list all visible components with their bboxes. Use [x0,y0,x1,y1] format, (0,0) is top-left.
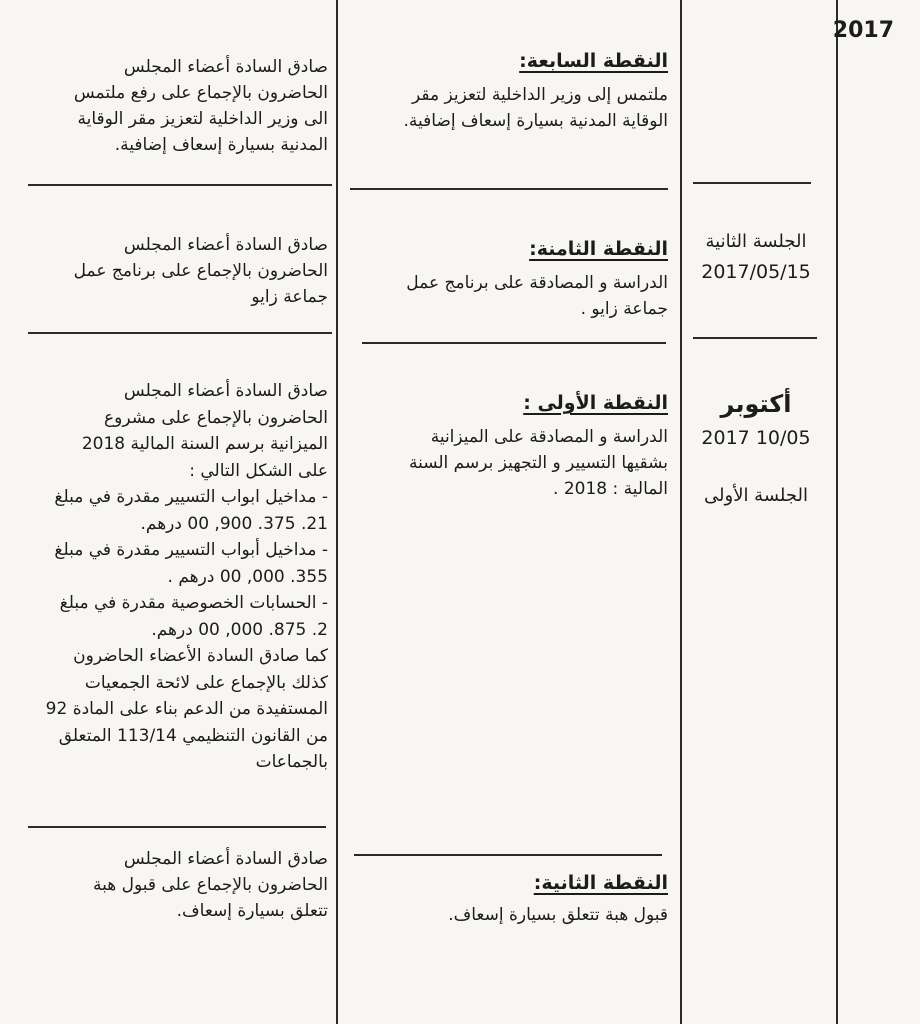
decision-separator [28,332,332,334]
decision-separator [28,826,326,828]
point-separator [354,854,662,856]
point-separator [350,188,668,190]
point-body: ملتمس إلى وزير الداخلية لتعزيز مقر الوقاية المدنية بسيارة إسعاف إضافية. [403,85,668,131]
point-heading: النقطة الثانية: [533,872,668,894]
decision-text: صادق السادة أعضاء المجلس الحاضرون بالإجماع على مشروع الميزانية برسم السنة المالية 2018 على الشكل التالي : - مداخيل ابواب التسيير مقدرة في مبلغ 21. 375. 900, 00 درهم. - مداخيل أبواب التسيير مقدرة في مبلغ 355. 000, 00 درهم . - الحسابات الخصوصية مقدرة في مبلغ 2. 875. 000, 00 درهم. كما صادق السادة الأعضاء الحاضرون كذلك بالإجماع على لائحة الجمعيات المستفيدة من الدعم بناء على المادة 92 من القانون التنظيمي 113/14 المتعلق بالجماعات [45,381,328,772]
session-first-date: 2017 10/05 [701,427,811,449]
decision-separator [28,184,332,186]
point-separator [362,342,666,344]
column-divider-left [336,0,338,1024]
point-heading: النقطة الثامنة: [529,238,668,260]
column-divider-middle [680,0,682,1024]
date-separator [693,337,817,339]
decision-text: صادق السادة أعضاء المجلس الحاضرون بالإجماع على برنامج عمل جماعة زايو [73,235,328,307]
column-divider-right [836,0,838,1024]
point-body: الدراسة و المصادقة على برنامج عمل جماعة زايو . [406,273,668,319]
point-heading: النقطة الأولى : [523,392,668,414]
session-first-label: الجلسة الأولى [704,485,808,506]
year-label: 2017 [832,18,894,43]
decision-text: صادق السادة أعضاء المجلس الحاضرون بالإجماع على رفع ملتمس الى وزير الداخلية لتعزيز مقر الوقاية المدنية بسيارة إسعاف إضافية. [73,57,328,155]
session-second-label: الجلسة الثانية [705,231,807,252]
session-second-date: 2017/05/15 [701,261,811,283]
point-body: الدراسة و المصادقة على الميزانية بشقيها التسيير و التجهيز برسم السنة المالية : 2018 . [408,427,668,499]
date-separator [693,182,811,184]
point-heading: النقطة السابعة: [519,50,668,72]
point-body: قبول هبة تتعلق بسيارة إسعاف. [448,905,668,925]
month-label: أكتوبر [720,390,792,418]
decision-text: صادق السادة أعضاء المجلس الحاضرون بالإجماع على قبول هبة تتعلق بسيارة إسعاف. [93,849,328,921]
